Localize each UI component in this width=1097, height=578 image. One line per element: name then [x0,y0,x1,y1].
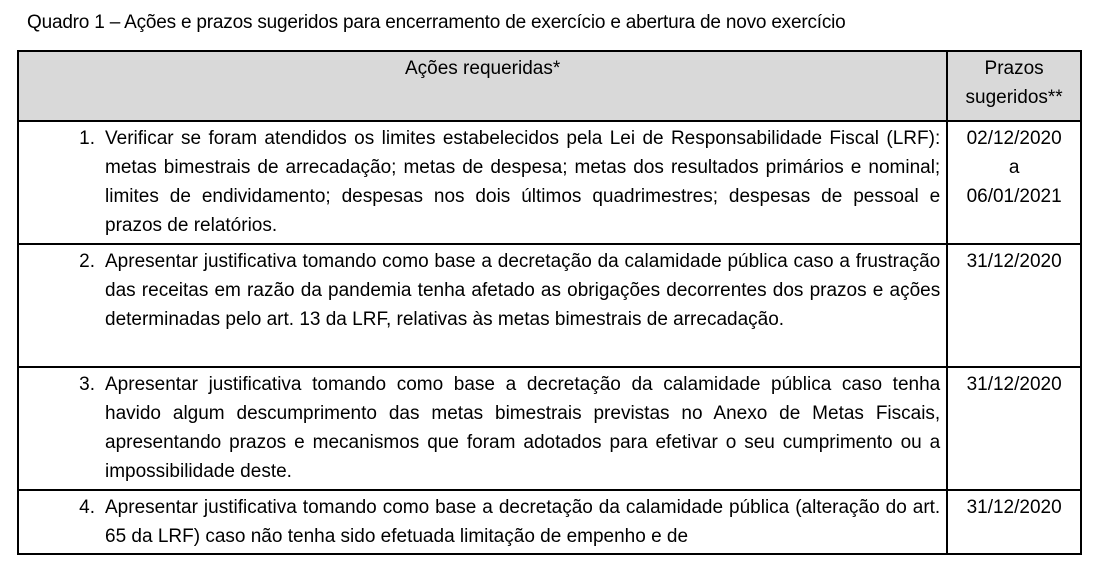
table-row [18,244,1081,367]
prazo-end: 06/01/2021 [966,186,1062,207]
item-number: 3. [79,374,95,395]
item-text: Apresentar justificativa tomando como base a decretação da calamidade pública caso tenha havido algum descumprimento das metas bimestrais previstas no Anexo de Metas Fiscais, apresentando prazos e mecanismos que foram adotados para efetivar o seu cumprimento ou a impossibilidade deste. [105,374,941,482]
prazo-date: 31/12/2020 [966,374,1062,395]
table-row [18,367,1081,490]
table-row [18,490,1081,554]
acao-cell [18,367,947,490]
prazo-cell [947,490,1081,554]
prazo-date: 31/12/2020 [966,251,1062,272]
item-number: 1. [79,128,95,149]
acao-cell [18,490,947,554]
prazo-cell [947,121,1081,244]
acao-cell [18,121,947,244]
table-row [18,121,1081,244]
prazo-cell [947,244,1081,367]
prazo-start: 02/12/2020 [966,128,1062,149]
header-acoes-requeridas [18,51,947,121]
actions-deadlines-table [17,50,1082,555]
acao-cell [18,244,947,367]
item-text: Verificar se foram atendidos os limites estabelecidos pela Lei de Responsabilidade Fiscal (LRF): metas bimestrais de arrecadação; metas de despesa; metas dos resultados primários e nominal; limites de endividamento; despesas nos dois últimos quadrimestres; despesas de pessoal e prazos de relatórios. [105,128,941,236]
prazo-connector: a [1008,157,1020,178]
table-caption: Quadro 1 – Ações e prazos sugeridos para encerramento de exercício e abertura de novo exercício [27,12,846,33]
header-prazos-line1: Prazos [984,58,1044,79]
item-number: 2. [79,251,95,272]
header-prazos-sugeridos [947,51,1081,121]
prazo-cell [947,367,1081,490]
item-text: Apresentar justificativa tomando como base a decretação da calamidade pública (alteração do art. 65 da LRF) caso não tenha sido efetuada limitação de empenho e de [105,497,941,547]
header-prazos-line2: sugeridos** [965,87,1063,108]
table-header-row [18,51,1081,121]
header-acoes-label: Ações requeridas* [404,58,561,79]
prazo-date: 31/12/2020 [966,497,1062,518]
item-number: 4. [79,497,95,518]
item-text: Apresentar justificativa tomando como base a decretação da calamidade pública caso a frustração das receitas em razão da pandemia tenha afetado as obrigações decorrentes dos prazos e ações determinadas pelo art. 13 da LRF, relativas às metas bimestrais de arrecadação. [105,251,941,330]
